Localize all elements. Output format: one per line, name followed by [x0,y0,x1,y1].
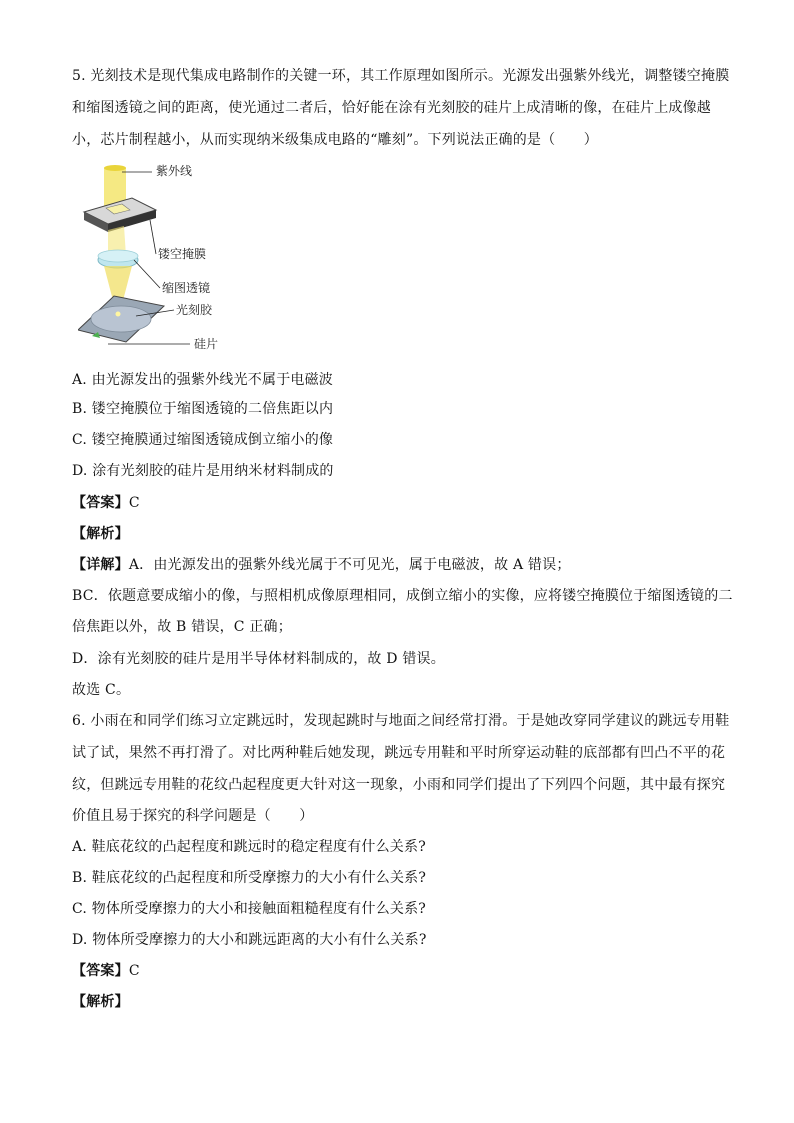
q5-stem-line-1: 5. 光刻技术是现代集成电路制作的关键一环，其工作原理如图所示。光源发出强紫外线光，调整镂空掩膜 [72,68,730,84]
q5-answer-value: C [128,495,140,511]
label-uv: 紫外线 [156,164,193,178]
q6-stem-line-1: 6. 小雨在和同学们练习立定跳远时，发现起跳时与地面之间经常打滑。于是她改穿同学建议的跳远专用鞋 [72,713,730,729]
q5-detail-line-3: 倍焦距以外，故 B 错误，C 正确； [72,619,292,635]
lens-top [98,250,138,262]
q5-detail-line-4: D．涂有光刻胶的硅片是用半导体材料制成的，故 D 错误。 [72,651,445,667]
q5-option-b: B. 镂空掩膜位于缩图透镜的二倍焦距以内 [72,401,334,417]
q5-detail-text-1: A．由光源发出的强紫外线光属于不可见光，属于电磁波，故 A 错误； [128,557,571,573]
leader-mask [150,220,156,254]
q6-answer [72,961,140,981]
lithography-diagram [78,160,258,360]
focus-spot [116,312,121,317]
q5-option-d: D. 涂有光刻胶的硅片是用纳米材料制成的 [72,463,334,479]
q5-stem-line-2: 和缩图透镜之间的距离，使光通过二者后，恰好能在涂有光刻胶的硅片上成清晰的像，在硅片上成像越 [72,100,711,116]
q5-detail-line-2: BC．依题意要成缩小的像，与照相机成像原理相同，成倒立缩小的实像，应将镂空掩膜位于缩图透镜的二 [72,588,733,604]
q5-detail-line-1 [72,555,571,575]
label-lens: 缩图透镜 [162,281,211,295]
q6-option-b: B. 鞋底花纹的凸起程度和所受摩擦力的大小有什么关系? [72,870,427,886]
uv-beam-top [104,165,126,171]
q5-answer [72,493,140,513]
q6-stem-line-3: 纹，但跳远专用鞋的花纹凸起程度更大针对这一现象，小雨和同学们提出了下列四个问题，其中最有探究 [72,777,726,793]
q6-analysis-label: 【解析】 [72,994,129,1010]
photoresist-disc [91,306,151,332]
q6-stem-line-4: 价值且易于探究的科学问题是（ ） [72,808,314,824]
q6-answer-label: 【答案】 [72,963,129,979]
q6-option-a: A. 鞋底花纹的凸起程度和跳远时的稳定程度有什么关系? [72,839,426,855]
q5-analysis-label: 【解析】 [72,526,129,542]
label-mask: 镂空掩膜 [158,247,207,261]
q6-answer-value: C [128,963,140,979]
q5-conclusion: 故选 C。 [72,682,131,698]
q5-stem-line-3: 小，芯片制程越小，从而实现纳米级集成电路的“雕刻”。下列说法正确的是（ ） [72,132,598,148]
q6-stem-line-2: 试了试，果然不再打滑了。对比两种鞋后她发现，跳远专用鞋和平时所穿运动鞋的底部都有凹凸不平的花 [72,745,726,761]
q6-option-c: C. 物体所受摩擦力的大小和接触面粗糙程度有什么关系? [72,901,427,917]
label-wafer: 硅片 [194,337,219,351]
q5-option-c: C. 镂空掩膜通过缩图透镜成倒立缩小的像 [72,432,334,448]
q5-detail-label: 【详解】 [72,557,129,573]
q5-option-a: A. 由光源发出的强紫外线光不属于电磁波 [72,372,334,388]
leader-lens [134,260,160,288]
q5-answer-label: 【答案】 [72,495,129,511]
q6-option-d: D. 物体所受摩擦力的大小和跳远距离的大小有什么关系? [72,932,427,948]
label-resist: 光刻胶 [176,303,213,317]
